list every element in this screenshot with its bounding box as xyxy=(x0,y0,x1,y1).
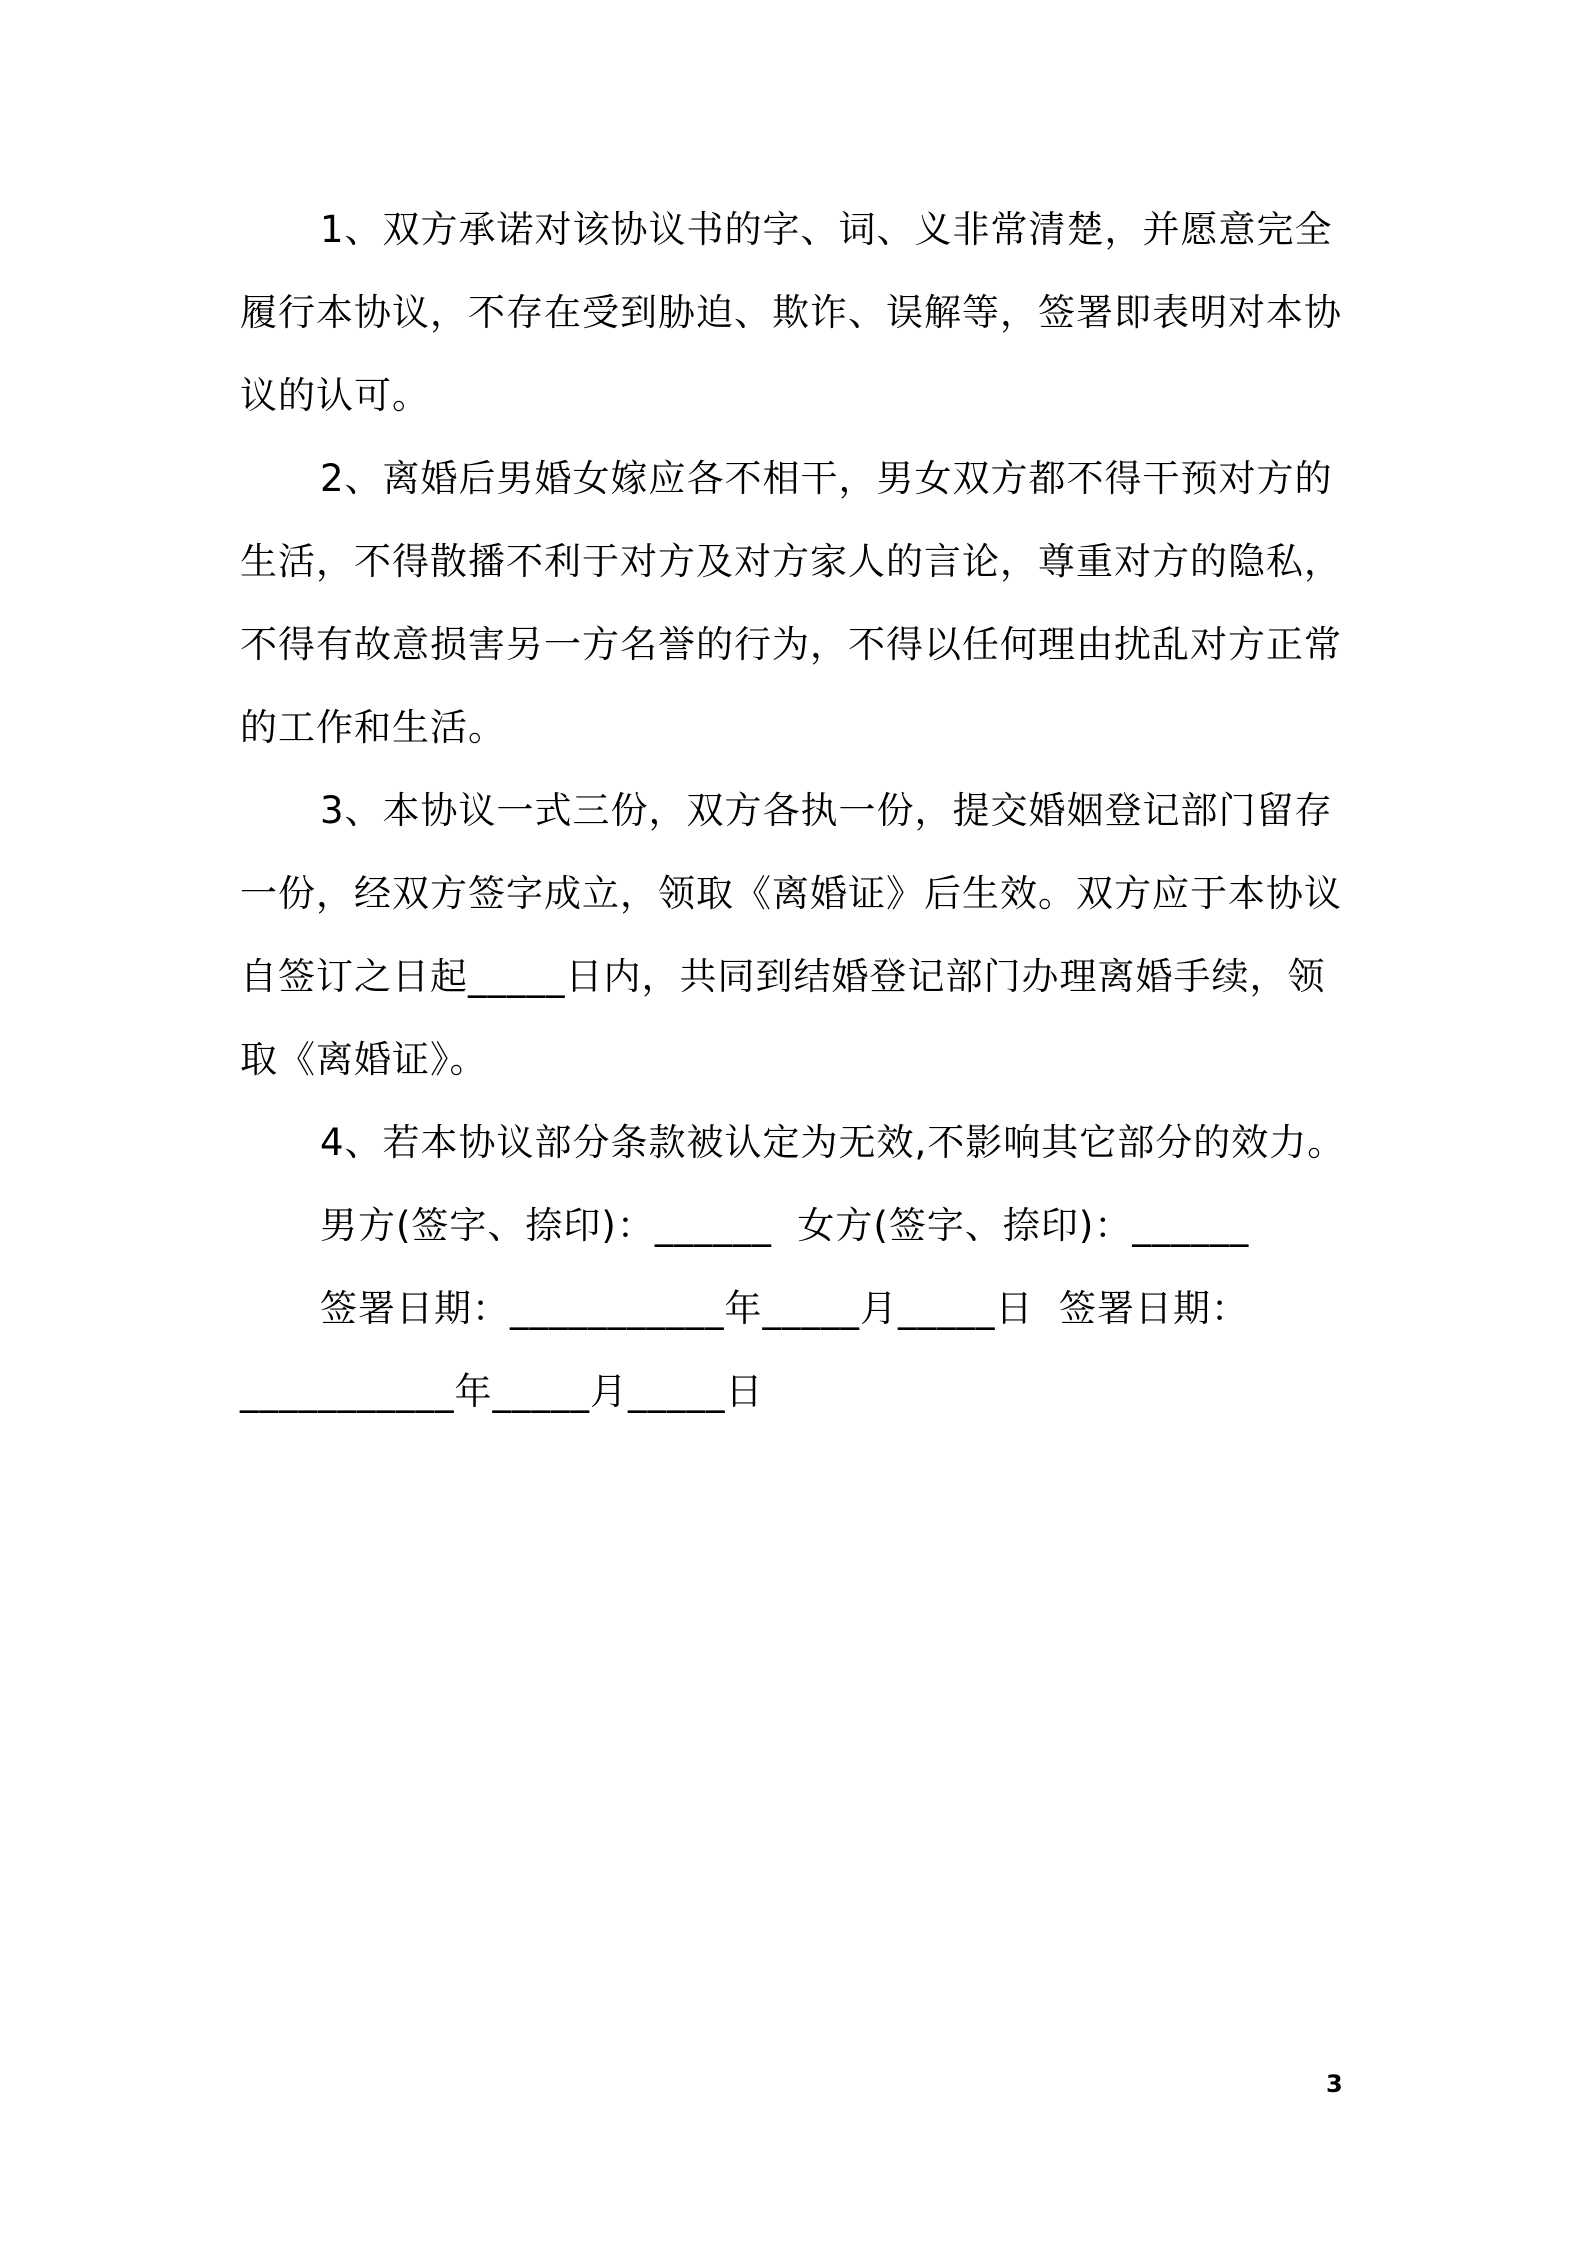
signature-line: 男方(签字、捺印)：______ 女方(签字、捺印)：______ xyxy=(320,1204,1250,1247)
date-line: 签署日期：___________年_____月_____日 签署日期： xyxy=(320,1287,1250,1330)
clause-4: 4、若本协议部分条款被认定为无效,不影响其它部分的效力。 xyxy=(320,1121,1346,1164)
clause-2: 2、离婚后男婚女嫁应各不相干，男女双方都不得干预对方的生活，不得散播不利于对方及对方家人的言论，尊重对方的隐私，不得有故意损害另一方名誉的行为，不得以任何理由扰乱对方正常的工作和生活。 xyxy=(240,457,1342,749)
document-body xyxy=(240,188,1352,1433)
page-number: 3 xyxy=(1326,2070,1343,2098)
clause-3: 3、本协议一式三份，双方各执一份，提交婚姻登记部门留存一份，经双方签字成立，领取《离婚证》后生效。双方应于本协议自签订之日起_____日内，共同到结婚登记部门办理离婚手续，领取《离婚证》。 xyxy=(240,789,1342,1081)
date-line-continued: ___________年_____月_____日 xyxy=(240,1370,764,1413)
clause-1: 1、双方承诺对该协议书的字、词、义非常清楚，并愿意完全履行本协议，不存在受到胁迫、欺诈、误解等，签署即表明对本协议的认可。 xyxy=(240,208,1342,417)
